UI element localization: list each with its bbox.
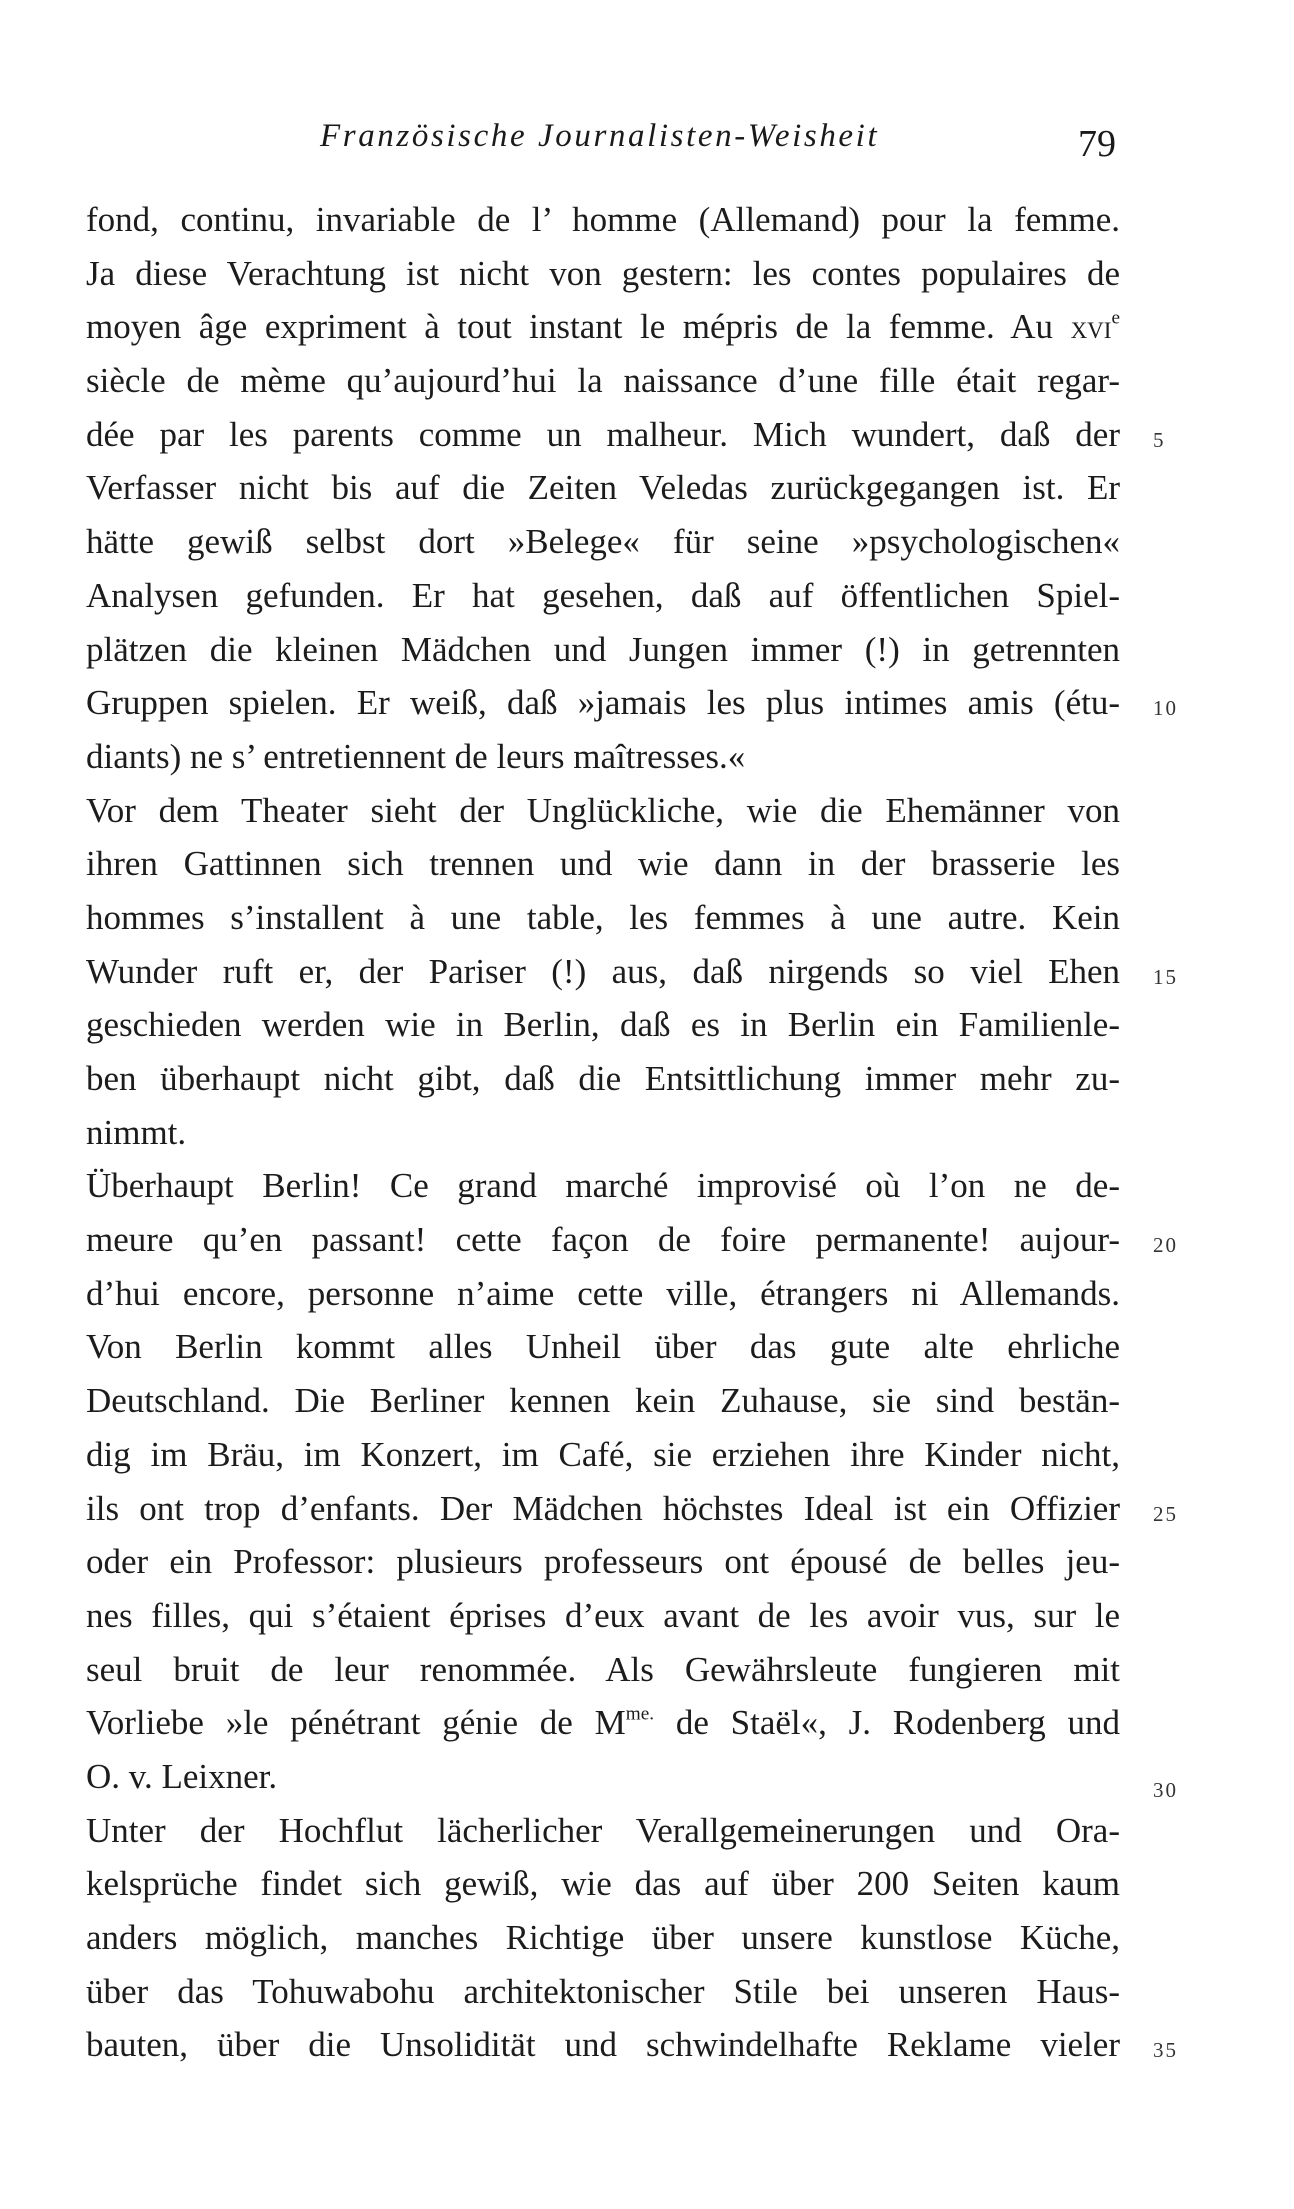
line-text: Von Berlin kommt alles Unheil über das gute alte ehrliche — [86, 1327, 1120, 1367]
text-line — [86, 193, 1120, 247]
text-line — [86, 1911, 1120, 1965]
text-line — [86, 1267, 1120, 1321]
line-text: Wunder ruft er, der Pariser (!) aus, daß nirgends so viel Ehen — [86, 951, 1120, 991]
line-text: Gruppen spielen. Er weiß, daß »jamais les plus intimes amis (étu- — [86, 683, 1120, 723]
text-line — [86, 1052, 1120, 1106]
line-number: 35 — [1153, 2038, 1178, 2063]
text-line — [86, 730, 1120, 784]
page-header — [0, 118, 1294, 168]
text-line — [86, 1213, 1178, 1267]
text-line — [86, 676, 1178, 730]
line-number: 25 — [1153, 1501, 1178, 1526]
line-number: 5 — [1153, 427, 1166, 452]
superscript: me. — [625, 1703, 655, 1725]
line-text: Verfasser nicht bis auf die Zeiten Veledas zurückgegangen ist. Er — [86, 468, 1120, 508]
line-text: geschieden werden wie in Berlin, daß es in Berlin ein Familienle- — [86, 1005, 1120, 1045]
text-line — [86, 569, 1120, 623]
line-text: hätte gewiß selbst dort »Belege« für seine »psychologischen« — [86, 522, 1120, 562]
text-line — [86, 1374, 1120, 1428]
line-text: Vor dem Theater sieht der Unglückliche, wie die Ehemänner von — [86, 790, 1120, 830]
line-text: bauten, über die Unsolidität und schwindelhafte Reklame vieler — [86, 2025, 1120, 2065]
small-caps-numeral: xvi — [1070, 309, 1112, 347]
line-text: hommes s’installent à une table, les femmes à une autre. Kein — [86, 897, 1120, 937]
text-line — [86, 1428, 1120, 1482]
line-number: 30 — [1153, 1777, 1178, 1802]
text-line — [86, 623, 1120, 677]
line-text: anders möglich, manches Richtige über unsere kunstlose Küche, — [86, 1918, 1120, 1957]
line-text: seul bruit de leur renommée. Als Gewährsleute fungieren mit — [86, 1649, 1120, 1689]
line-text: fond, continu, invariable de l’ homme (Allemand) pour la femme. — [86, 200, 1120, 239]
text-line — [86, 784, 1120, 838]
line-text — [86, 300, 1120, 355]
line-text: kelsprüche findet sich gewiß, wie das auf über 200 Seiten kaum — [86, 1864, 1120, 1904]
text-line — [86, 515, 1120, 569]
line-text: Überhaupt Berlin! Ce grand marché improvisé où l’on ne de- — [86, 1166, 1120, 1206]
line-text-part: de Staël«, J. Rodenberg und — [654, 1703, 1120, 1743]
body-text — [86, 193, 1178, 2072]
text-line — [86, 891, 1120, 945]
text-line — [86, 1535, 1120, 1589]
line-text: diants) ne s’ entretiennent de leurs maîtresses.« — [86, 736, 746, 776]
line-text-part: moyen âge expriment à tout instant le mépris de la femme. Au — [86, 307, 1071, 347]
text-line — [86, 1696, 1120, 1750]
page-number: 79 — [1078, 123, 1116, 165]
line-text: dée par les parents comme un malheur. Mich wundert, daß der — [86, 414, 1120, 454]
line-text: ils ont trop d’enfants. Der Mädchen höchstes Ideal ist ein Offizier — [86, 1488, 1120, 1528]
text-line — [86, 2018, 1178, 2072]
text-line — [86, 1106, 1120, 1160]
line-text: über das Tohuwabohu architektonischer Stile bei unseren Haus- — [86, 1971, 1120, 2011]
text-line — [86, 1750, 1178, 1804]
line-number: 10 — [1153, 696, 1178, 721]
text-line — [86, 1965, 1120, 2019]
line-text: plätzen die kleinen Mädchen und Jungen immer (!) in getrennten — [86, 629, 1120, 669]
line-text: Unter der Hochflut lächerlicher Verallgemeinerungen und Ora- — [86, 1810, 1120, 1850]
text-line — [86, 247, 1120, 301]
text-line — [86, 300, 1120, 354]
text-line — [86, 354, 1120, 408]
text-line — [86, 998, 1120, 1052]
line-text: ben überhaupt nicht gibt, daß die Entsittlichung immer mehr zu- — [86, 1059, 1120, 1098]
line-text: Ja diese Verachtung ist nicht von gestern: les contes populaires de — [86, 253, 1120, 293]
text-line — [86, 408, 1166, 462]
running-title: Französische Journalisten-Weisheit — [320, 118, 880, 154]
text-line — [86, 837, 1120, 891]
line-text: ihren Gattinnen sich trennen und wie dann in der brasserie les — [86, 844, 1120, 884]
text-line — [86, 1804, 1120, 1858]
line-text: nimmt. — [86, 1112, 187, 1152]
line-text: oder ein Professor: plusieurs professeurs ont épousé de belles jeu- — [86, 1542, 1120, 1582]
line-text: meure qu’en passant! cette façon de foire permanente! aujour- — [86, 1220, 1120, 1260]
text-line — [86, 1482, 1178, 1536]
text-line — [86, 1643, 1120, 1697]
line-text: nes filles, qui s’étaient éprises d’eux avant de les avoir vus, sur le — [86, 1595, 1120, 1635]
superscript: e — [1111, 307, 1120, 329]
line-text: Deutschland. Die Berliner kennen kein Zuhause, sie sind bestän- — [86, 1381, 1120, 1421]
text-line — [86, 461, 1120, 515]
line-text: siècle de mème qu’aujourd’hui la naissance d’une fille était regar- — [86, 361, 1120, 401]
line-text: O. v. Leixner. — [86, 1756, 278, 1796]
line-text: Analysen gefunden. Er hat gesehen, daß auf öffentlichen Spiel- — [86, 575, 1120, 615]
text-line — [86, 1857, 1120, 1911]
text-line — [86, 1320, 1120, 1374]
line-text: dig im Bräu, im Konzert, im Café, sie erziehen ihre Kinder nicht, — [86, 1434, 1120, 1474]
text-line — [86, 945, 1178, 999]
line-number: 15 — [1153, 964, 1178, 989]
text-line — [86, 1589, 1120, 1643]
line-text-part: Vorliebe »le pénétrant génie de M — [86, 1703, 626, 1743]
line-number: 20 — [1153, 1233, 1178, 1258]
text-line — [86, 1159, 1120, 1213]
line-text — [86, 1696, 1120, 1750]
line-text: d’hui encore, personne n’aime cette ville, étrangers ni Allemands. — [86, 1273, 1120, 1313]
